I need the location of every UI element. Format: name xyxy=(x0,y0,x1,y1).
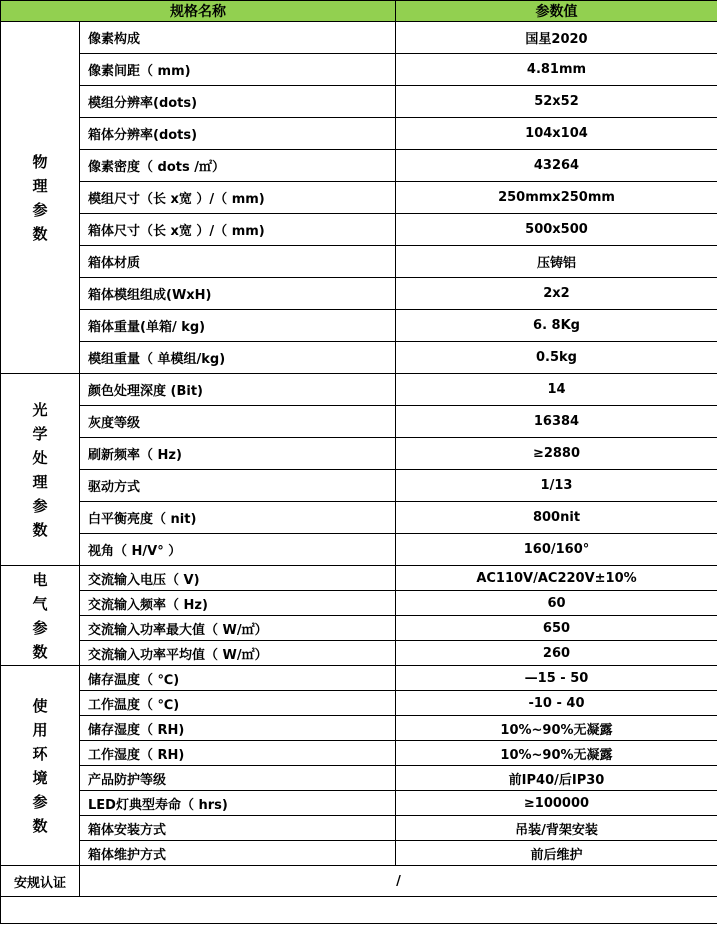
section-label xyxy=(1,374,80,566)
table-row xyxy=(1,741,717,766)
table-row xyxy=(1,438,717,470)
spec-value: 500x500 xyxy=(396,214,717,246)
spec-name: 像素密度（ dots /㎡） xyxy=(80,150,396,182)
spec-value: 6. 8Kg xyxy=(396,310,717,342)
table-row xyxy=(1,591,717,616)
header-param-value: 参数值 xyxy=(396,1,717,22)
spec-name: 视角（ H/V° ） xyxy=(80,534,396,566)
spec-table-body xyxy=(1,22,717,866)
section-label xyxy=(1,666,80,866)
spec-value: 吊装/背架安装 xyxy=(396,816,717,841)
section-label-char: 参 xyxy=(32,200,48,219)
spec-value: 前IP40/后IP30 xyxy=(396,766,717,791)
spec-name: 交流输入功率最大值（ W/㎡） xyxy=(80,616,396,641)
section-label-char: 理 xyxy=(32,472,48,491)
spec-value: 10%~90%无凝露 xyxy=(396,741,717,766)
spec-name: 灰度等级 xyxy=(80,406,396,438)
spec-value: 14 xyxy=(396,374,717,406)
table-row xyxy=(1,342,717,374)
section-label-char: 参 xyxy=(32,792,48,811)
spec-value: AC110V/AC220V±10% xyxy=(396,566,717,591)
section-label-char: 处 xyxy=(32,448,48,467)
section-label-char: 数 xyxy=(32,816,48,835)
table-row xyxy=(1,716,717,741)
spec-name: 白平衡亮度（ nit) xyxy=(80,502,396,534)
blank-row xyxy=(1,897,717,924)
spec-value: 0.5kg xyxy=(396,342,717,374)
section-label-char: 学 xyxy=(32,424,48,443)
table-header-row xyxy=(1,1,717,22)
certification-label: 安规认证 xyxy=(1,866,80,897)
spec-value: 10%~90%无凝露 xyxy=(396,716,717,741)
spec-name: 交流输入频率（ Hz) xyxy=(80,591,396,616)
spec-name: 像素间距（ mm) xyxy=(80,54,396,86)
table-row xyxy=(1,534,717,566)
spec-name: 箱体材质 xyxy=(80,246,396,278)
spec-value: 2x2 xyxy=(396,278,717,310)
spec-value: 43264 xyxy=(396,150,717,182)
spec-value: —15 - 50 xyxy=(396,666,717,691)
spec-name: LED灯典型寿命（ hrs) xyxy=(80,791,396,816)
table-row xyxy=(1,616,717,641)
table-row xyxy=(1,54,717,86)
spec-value: -10 - 40 xyxy=(396,691,717,716)
spec-value: 104x104 xyxy=(396,118,717,150)
table-row xyxy=(1,182,717,214)
section-label-char: 环 xyxy=(32,744,48,763)
table-row xyxy=(1,118,717,150)
table-row xyxy=(1,214,717,246)
spec-name: 工作温度（ ℃) xyxy=(80,691,396,716)
spec-name: 刷新频率（ Hz) xyxy=(80,438,396,470)
table-row xyxy=(1,150,717,182)
table-row xyxy=(1,666,717,691)
spec-value: 国星2020 xyxy=(396,22,717,54)
table-row xyxy=(1,841,717,866)
spec-value: 前后维护 xyxy=(396,841,717,866)
certification-row xyxy=(1,866,717,897)
spec-value: 16384 xyxy=(396,406,717,438)
table-row xyxy=(1,278,717,310)
spec-name: 模组分辨率(dots) xyxy=(80,86,396,118)
spec-name: 储存湿度（ RH) xyxy=(80,716,396,741)
section-label-char: 光 xyxy=(32,400,48,419)
spec-value: 压铸铝 xyxy=(396,246,717,278)
section-label-char: 数 xyxy=(32,642,48,661)
spec-name: 箱体分辨率(dots) xyxy=(80,118,396,150)
spec-name: 箱体安装方式 xyxy=(80,816,396,841)
section-label-char: 参 xyxy=(32,496,48,515)
table-row xyxy=(1,470,717,502)
section-label-char: 数 xyxy=(32,520,48,539)
table-row xyxy=(1,566,717,591)
spec-value: ≥100000 xyxy=(396,791,717,816)
spec-value: ≥2880 xyxy=(396,438,717,470)
table-row xyxy=(1,641,717,666)
spec-value: 160/160° xyxy=(396,534,717,566)
spec-value: 800nit xyxy=(396,502,717,534)
spec-name: 储存温度（ ℃) xyxy=(80,666,396,691)
section-label-char: 使 xyxy=(32,696,48,715)
blank-cell xyxy=(1,897,717,924)
spec-name: 模组尺寸（长 x宽 ）/（ mm) xyxy=(80,182,396,214)
spec-value: 250mmx250mm xyxy=(396,182,717,214)
section-label-char: 气 xyxy=(32,594,48,613)
section-label xyxy=(1,566,80,666)
spec-value: 650 xyxy=(396,616,717,641)
table-row xyxy=(1,406,717,438)
spec-value: 60 xyxy=(396,591,717,616)
spec-name: 工作湿度（ RH) xyxy=(80,741,396,766)
table-row xyxy=(1,766,717,791)
table-row xyxy=(1,502,717,534)
spec-name: 颜色处理深度 (Bit) xyxy=(80,374,396,406)
table-row xyxy=(1,22,717,54)
spec-value: 260 xyxy=(396,641,717,666)
section-label-char: 参 xyxy=(32,618,48,637)
section-label-char: 物 xyxy=(32,152,48,171)
table-row xyxy=(1,791,717,816)
section-label-char: 数 xyxy=(32,224,48,243)
spec-value: 4.81mm xyxy=(396,54,717,86)
spec-name: 交流输入功率平均值（ W/㎡） xyxy=(80,641,396,666)
spec-name: 模组重量（ 单模组/kg) xyxy=(80,342,396,374)
section-label xyxy=(1,22,80,374)
spec-name: 驱动方式 xyxy=(80,470,396,502)
spec-name: 箱体维护方式 xyxy=(80,841,396,866)
spec-name: 箱体模组组成(WxH) xyxy=(80,278,396,310)
spec-name: 像素构成 xyxy=(80,22,396,54)
table-row xyxy=(1,691,717,716)
table-row xyxy=(1,310,717,342)
certification-value: / xyxy=(80,866,717,897)
section-label-char: 电 xyxy=(32,570,48,589)
spec-name: 产品防护等级 xyxy=(80,766,396,791)
table-row xyxy=(1,246,717,278)
table-row xyxy=(1,816,717,841)
spec-value: 52x52 xyxy=(396,86,717,118)
spec-name: 箱体重量(单箱/ kg) xyxy=(80,310,396,342)
spec-name: 箱体尺寸（长 x宽 ）/（ mm) xyxy=(80,214,396,246)
section-label-char: 用 xyxy=(32,720,48,739)
header-spec-name: 规格名称 xyxy=(1,1,396,22)
section-label-char: 境 xyxy=(32,768,48,787)
table-row xyxy=(1,374,717,406)
spec-value: 1/13 xyxy=(396,470,717,502)
spec-name: 交流输入电压（ V) xyxy=(80,566,396,591)
section-label-char: 理 xyxy=(32,176,48,195)
table-row xyxy=(1,86,717,118)
